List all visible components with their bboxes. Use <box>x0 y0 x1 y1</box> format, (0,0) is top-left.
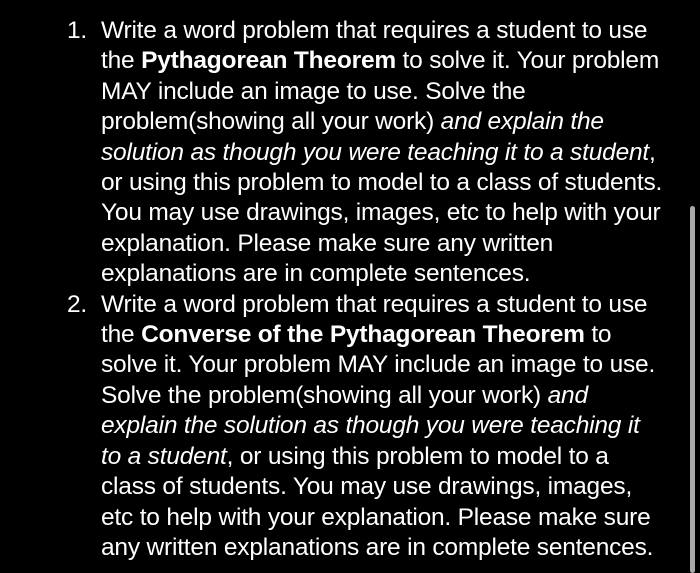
problem-text: Write a word problem that requires a student to use the <box>101 290 648 349</box>
problem-italic-instruction: and explain the solution as though you were teaching it to a student <box>101 108 650 166</box>
problem-bold-term: Converse of the Pythagorean Theorem <box>141 321 585 349</box>
problem-list <box>0 16 680 563</box>
problem-italic-instruction: and explain the solution as though you were teaching it to a student <box>101 381 640 470</box>
problem-text: , or using this problem to model to a class of students. You may use drawings, images, etc to help with your explanation. Please make sure any written explanations are in complete sentences. <box>101 442 654 561</box>
problem-text: to solve it. Your problem MAY include an image to use. Solve the problem(showing all your work) <box>101 321 656 409</box>
problem-item-2 <box>0 290 680 564</box>
problem-item-1 <box>0 16 680 290</box>
problem-bold-term: Pythagorean Theorem <box>141 47 396 75</box>
vertical-scrollbar[interactable] <box>690 206 695 573</box>
problem-number: 1. <box>67 17 88 44</box>
problem-text: , or using this problem to model to a class of students. You may use drawings, images, etc to help with your explanation. Please make sure any written explanations are in complete sentences. <box>101 138 663 288</box>
problem-text: to solve it. Your problem MAY include an image to use. Solve the problem(showing all your work) <box>101 47 660 136</box>
problem-text: Write a word problem that requires a student to use the <box>101 17 648 75</box>
problem-number: 2. <box>67 290 88 318</box>
